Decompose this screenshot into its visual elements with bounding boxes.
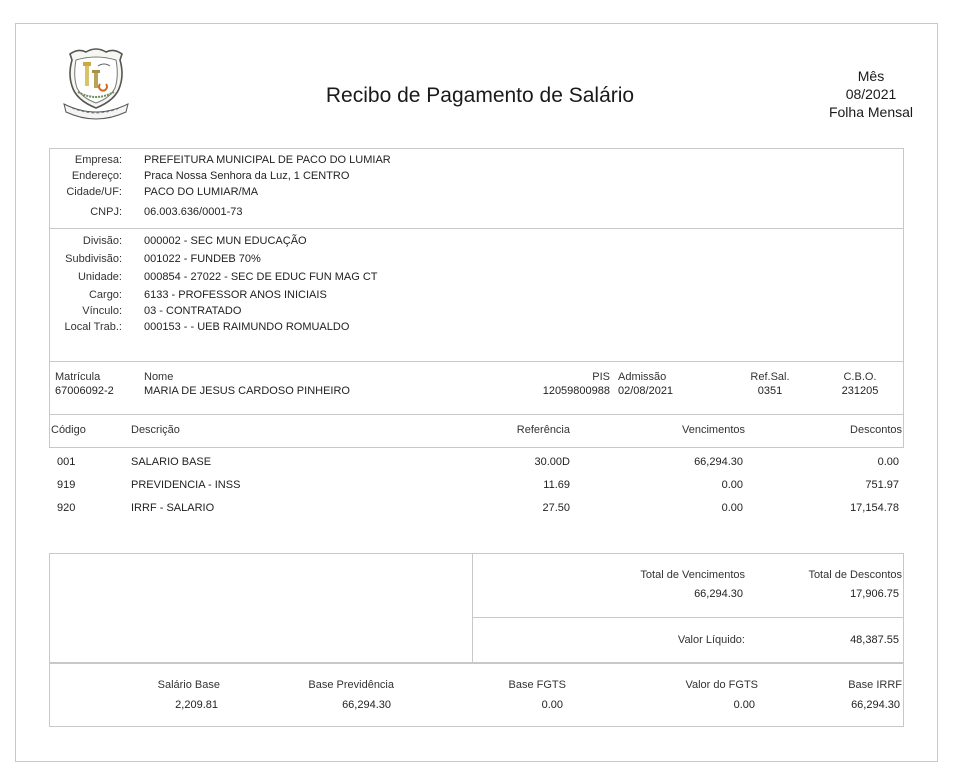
empresa-label: Empresa: bbox=[74, 154, 122, 166]
admissao-label: Admissão bbox=[618, 371, 667, 383]
document-title: Recibo de Pagamento de Salário bbox=[325, 84, 635, 107]
base-fgts-value: 0.00 bbox=[541, 699, 563, 711]
month-value: 08/2021 bbox=[845, 86, 897, 102]
divider bbox=[49, 414, 904, 415]
base-irrf-label: Base IRRF bbox=[848, 679, 902, 691]
cbo-value: 231205 bbox=[841, 385, 879, 397]
row-codigo: 001 bbox=[57, 456, 76, 468]
base-previdencia-value: 66,294.30 bbox=[342, 699, 391, 711]
row-codigo: 919 bbox=[57, 479, 76, 491]
row-vencimentos: 0.00 bbox=[721, 479, 743, 491]
vinculo-label: Vínculo: bbox=[82, 305, 122, 317]
endereco-label: Endereço: bbox=[71, 170, 122, 182]
row-referencia: 30.00D bbox=[534, 456, 570, 468]
row-referencia: 11.69 bbox=[543, 479, 570, 491]
local-value: 000153 - - UEB RAIMUNDO ROMUALDO bbox=[144, 321, 350, 333]
divider bbox=[49, 361, 904, 362]
row-vencimentos: 0.00 bbox=[721, 502, 743, 514]
pis-value: 12059800988 bbox=[542, 385, 610, 397]
divisao-label: Divisão: bbox=[82, 235, 122, 247]
divisao-value: 000002 - SEC MUN EDUCAÇÃO bbox=[144, 235, 307, 247]
month-label: Mês bbox=[857, 68, 885, 84]
valor-liquido-value: 48,387.55 bbox=[850, 634, 899, 646]
cnpj-value: 06.003.636/0001-73 bbox=[144, 206, 243, 218]
total-vencimentos-value: 66,294.30 bbox=[694, 588, 743, 600]
divider bbox=[472, 617, 904, 618]
matricula-label: Matrícula bbox=[55, 371, 101, 383]
total-descontos-value: 17,906.75 bbox=[850, 588, 899, 600]
period-block bbox=[800, 67, 942, 121]
row-codigo: 920 bbox=[57, 502, 76, 514]
cidade-value: PACO DO LUMIAR/MA bbox=[144, 186, 259, 198]
col-descontos: Descontos bbox=[850, 424, 902, 436]
refsal-label: Ref.Sal. bbox=[750, 371, 790, 383]
valor-fgts-label: Valor do FGTS bbox=[685, 679, 758, 691]
row-descontos: 17,154.78 bbox=[850, 502, 899, 514]
cidade-label: Cidade/UF: bbox=[66, 186, 122, 198]
local-label: Local Trab.: bbox=[64, 321, 122, 333]
col-descricao: Descrição bbox=[131, 424, 180, 436]
salario-base-label: Salário Base bbox=[157, 679, 220, 691]
unidade-label: Unidade: bbox=[77, 271, 122, 283]
divider bbox=[49, 662, 904, 664]
col-referencia: Referência bbox=[516, 424, 570, 436]
nome-value: MARIA DE JESUS CARDOSO PINHEIRO bbox=[144, 385, 350, 397]
divider bbox=[472, 553, 473, 663]
subdivisao-label: Subdivisão: bbox=[65, 253, 122, 265]
cargo-label: Cargo: bbox=[88, 289, 122, 301]
refsal-value: 0351 bbox=[757, 385, 783, 397]
salario-base-value: 2,209.81 bbox=[175, 699, 218, 711]
payroll-type: Folha Mensal bbox=[828, 104, 914, 120]
base-previdencia-label: Base Previdência bbox=[308, 679, 394, 691]
valor-liquido-label: Valor Líquido: bbox=[677, 634, 745, 646]
cnpj-label: CNPJ: bbox=[90, 206, 122, 218]
matricula-value: 67006092-2 bbox=[55, 385, 114, 397]
unidade-value: 000854 - 27022 - SEC DE EDUC FUN MAG CT bbox=[144, 271, 378, 283]
nome-label: Nome bbox=[144, 371, 174, 383]
vinculo-value: 03 - CONTRATADO bbox=[144, 305, 242, 317]
cargo-value: 6133 - PROFESSOR ANOS INICIAIS bbox=[144, 289, 327, 301]
row-vencimentos: 66,294.30 bbox=[694, 456, 743, 468]
row-referencia: 27.50 bbox=[542, 502, 570, 514]
valor-fgts-value: 0.00 bbox=[733, 699, 755, 711]
col-codigo: Código bbox=[51, 424, 86, 436]
row-descontos: 751.97 bbox=[865, 479, 899, 491]
col-vencimentos: Vencimentos bbox=[682, 424, 745, 436]
cbo-label: C.B.O. bbox=[843, 371, 877, 383]
subdivisao-value: 001022 - FUNDEB 70% bbox=[144, 253, 261, 265]
divider bbox=[49, 228, 904, 229]
row-descontos: 0.00 bbox=[877, 456, 899, 468]
base-fgts-label: Base FGTS bbox=[508, 679, 566, 691]
row-descricao: IRRF - SALARIO bbox=[131, 502, 215, 514]
row-descricao: PREVIDENCIA - INSS bbox=[131, 479, 241, 491]
total-descontos-label: Total de Descontos bbox=[808, 569, 902, 581]
admissao-value: 02/08/2021 bbox=[618, 385, 674, 397]
pis-label: PIS bbox=[592, 371, 610, 383]
total-vencimentos-label: Total de Vencimentos bbox=[640, 569, 745, 581]
endereco-value: Praca Nossa Senhora da Luz, 1 CENTRO bbox=[144, 170, 350, 182]
empresa-value: PREFEITURA MUNICIPAL DE PACO DO LUMIAR bbox=[144, 154, 391, 166]
base-irrf-value: 66,294.30 bbox=[851, 699, 900, 711]
row-descricao: SALARIO BASE bbox=[131, 456, 212, 468]
